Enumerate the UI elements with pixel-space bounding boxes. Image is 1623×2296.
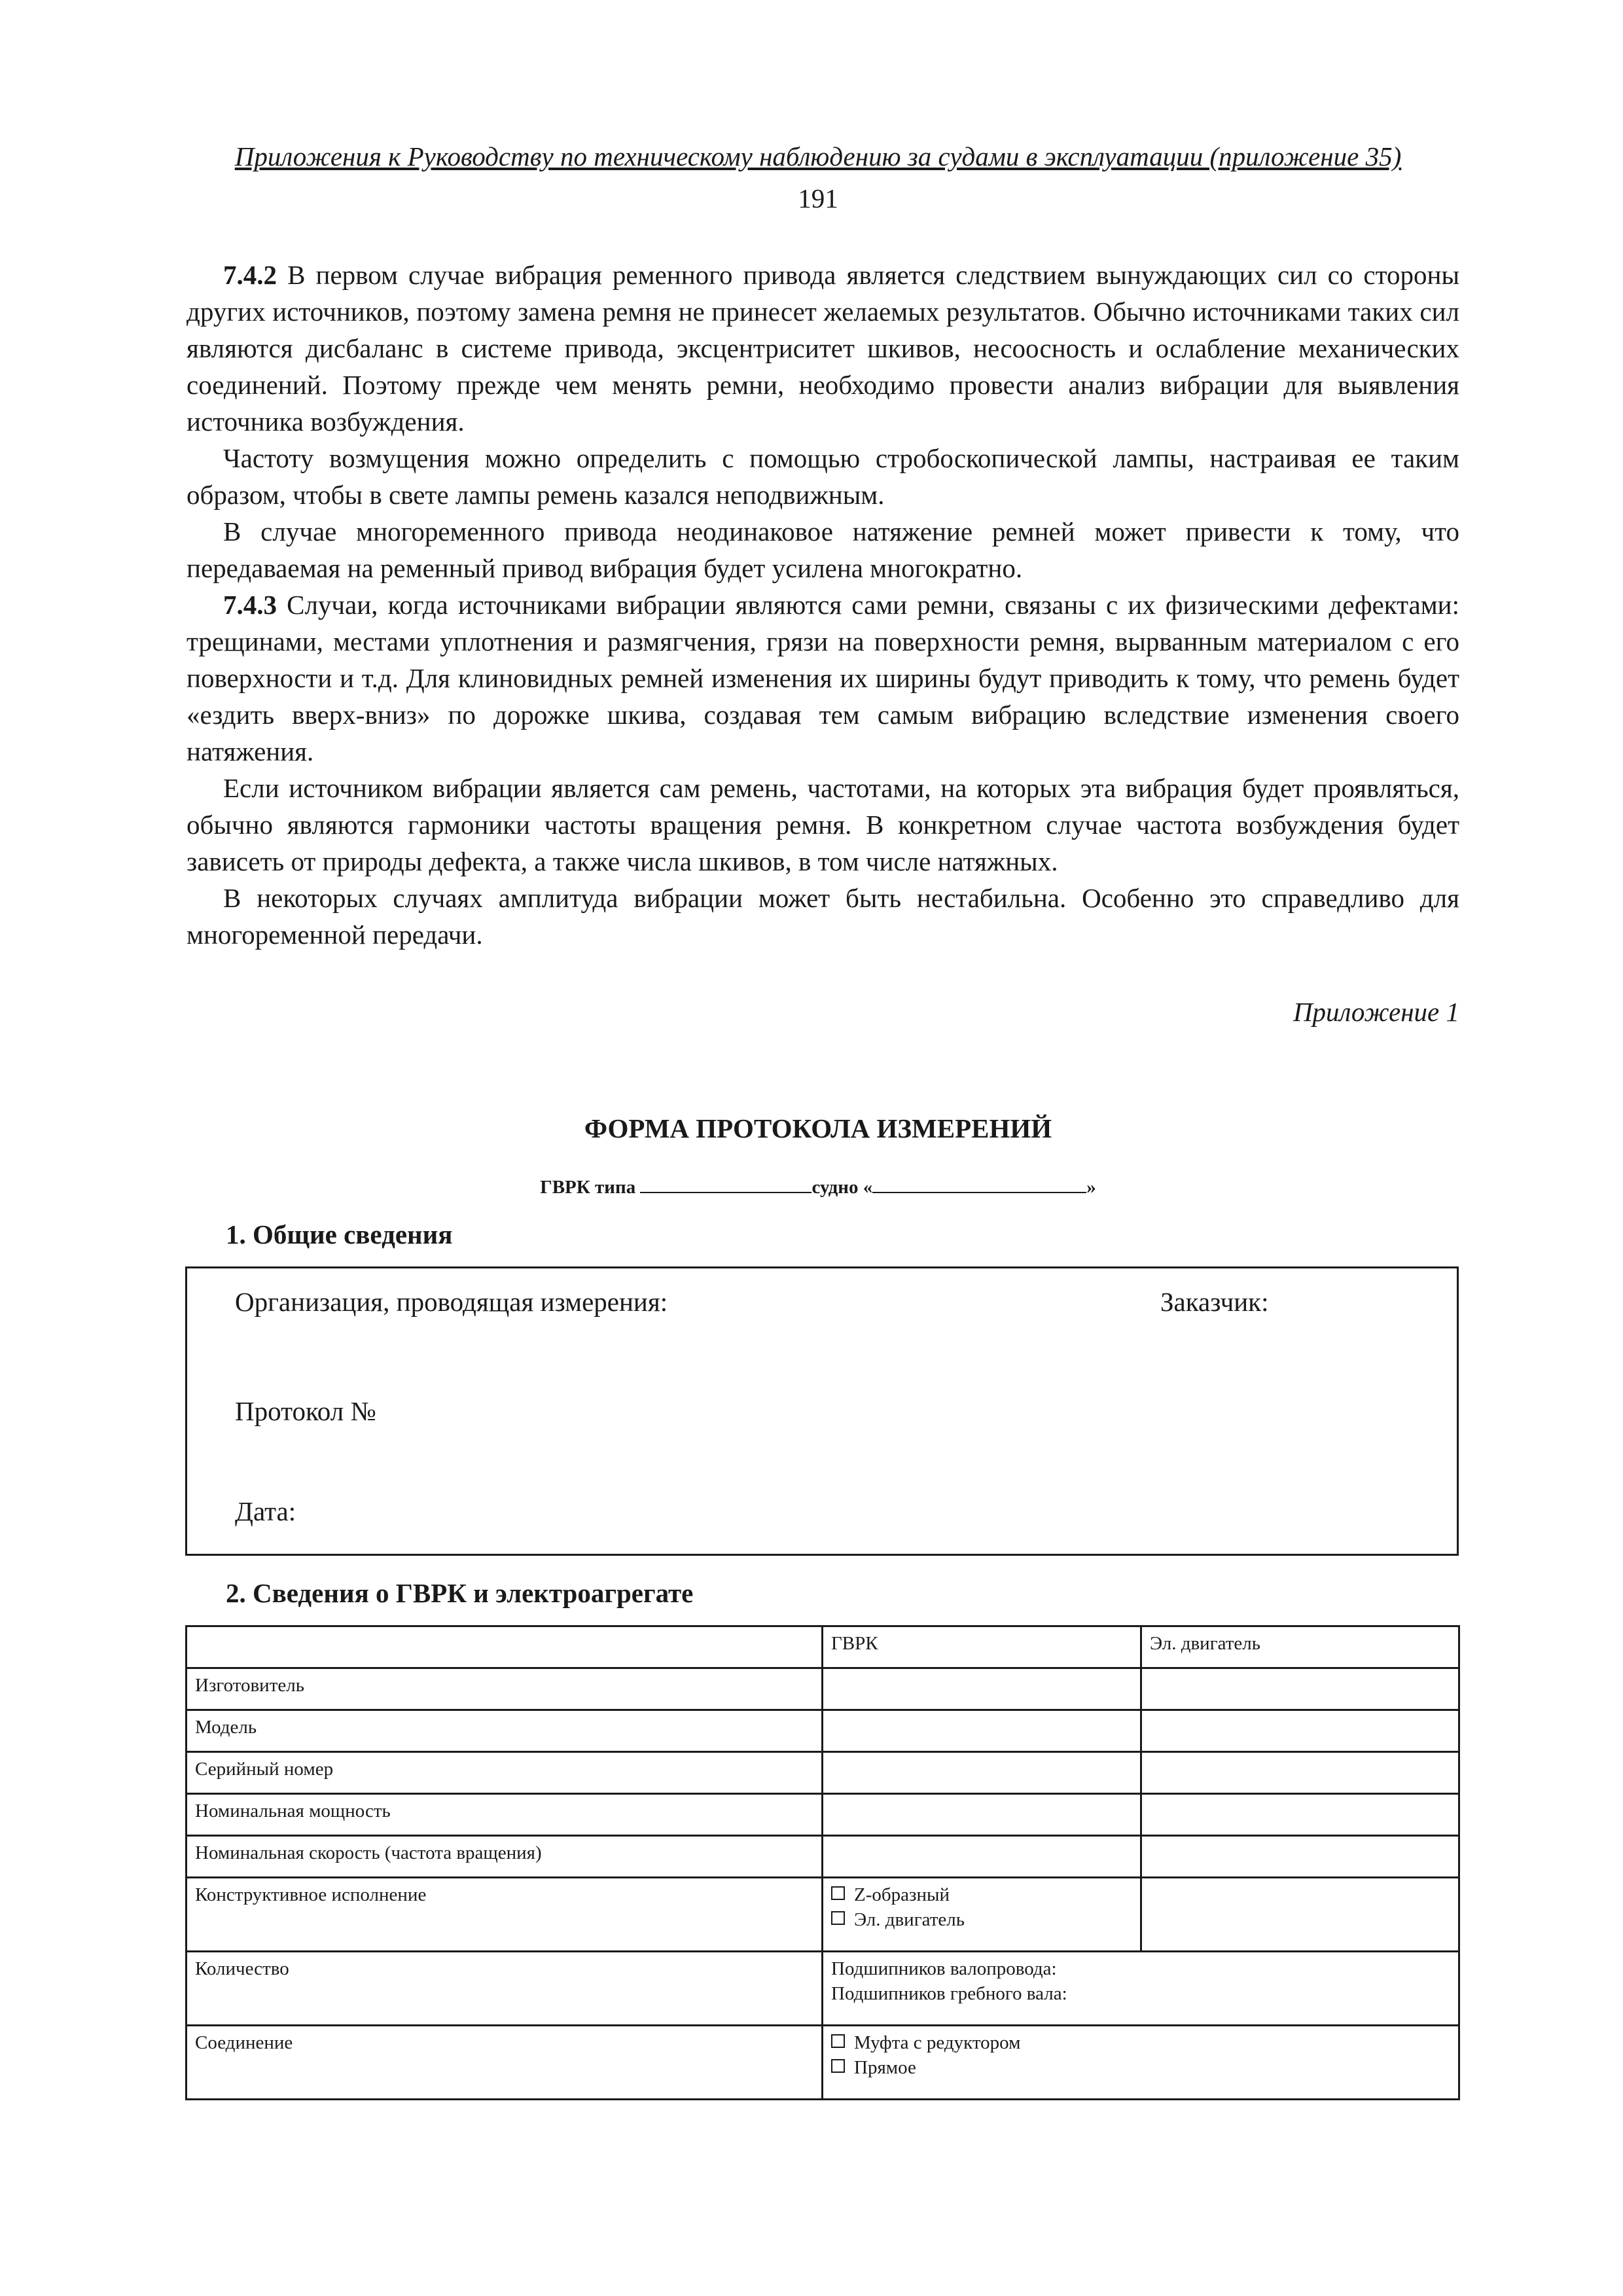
- input-cell[interactable]: [823, 1794, 1141, 1836]
- table-row: [187, 1710, 1459, 1752]
- input-cell[interactable]: [823, 1710, 1141, 1752]
- input-cell[interactable]: [823, 1836, 1141, 1878]
- vessel-label: судно «: [812, 1177, 873, 1198]
- row-label: Конструктивное исполнение: [187, 1878, 823, 1952]
- date-label: Дата:: [235, 1496, 296, 1526]
- checkbox-icon[interactable]: [831, 2059, 845, 2073]
- section-number: 7.4.3: [223, 590, 277, 620]
- page-number: 191: [798, 183, 838, 213]
- option-label: Z-образный: [854, 1884, 950, 1905]
- shaftline-bearings-label: Подшипников валопровода:: [831, 1958, 1057, 1979]
- row-label: Соединение: [187, 2026, 823, 2100]
- appendix-label: Приложение 1: [1293, 997, 1459, 1027]
- paragraph: Если источником вибрации является сам ремень, частотами, на которых эта вибрация будет проявляться, обычно являются гармоники частоты вращения ремня. В конкретном случае частота возбуждения будет зависеть от природы дефекта, а также числа шкивов, в том числе натяжных.: [187, 773, 1459, 876]
- paragraph: В случае многоременного привода неодинаковое натяжение ремней может привести к тому, что передаваемая на ременный привод вибрация будет усилена многократно.: [187, 516, 1459, 583]
- checkbox-icon[interactable]: [831, 1911, 845, 1925]
- table-row: [187, 1836, 1459, 1878]
- option-label: Прямое: [854, 2057, 916, 2078]
- row-label: Номинальная скорость (частота вращения): [187, 1836, 823, 1878]
- org-label: Организация, проводящая измерения:: [235, 1287, 668, 1317]
- checkbox-icon[interactable]: [831, 1886, 845, 1900]
- form-subline: [164, 1174, 1472, 1200]
- row-label: Изготовитель: [187, 1668, 823, 1710]
- paragraph: Частоту возмущения можно определить с помощью стробоскопической лампы, настраивая ее таким образом, чтобы в свете лампы ремень казался неподвижным.: [187, 443, 1459, 510]
- row-label: Количество: [187, 1952, 823, 2026]
- table-row: [187, 1668, 1459, 1710]
- form-title: ФОРМА ПРОТОКОЛА ИЗМЕРЕНИЙ: [584, 1113, 1052, 1143]
- row-label: Серийный номер: [187, 1752, 823, 1794]
- paragraph-7-4-3: [187, 586, 1459, 770]
- input-cell[interactable]: [1141, 1668, 1459, 1710]
- vessel-close: »: [1086, 1177, 1096, 1198]
- option-coupling-gearbox[interactable]: [831, 2030, 1450, 2055]
- type-label: ГВРК типа: [540, 1177, 641, 1198]
- running-header: Приложения к Руководству по техническому наблюдению за судами в эксплуатации (приложение 35): [234, 141, 1402, 171]
- header-cell-gvrk: ГВРК: [823, 1626, 1141, 1668]
- customer-label: Заказчик:: [1160, 1287, 1269, 1317]
- row-label: Модель: [187, 1710, 823, 1752]
- header-cell-motor: Эл. двигатель: [1141, 1626, 1459, 1668]
- header-cell: [187, 1626, 823, 1668]
- input-cell[interactable]: [1141, 1878, 1459, 1952]
- input-cell[interactable]: [1141, 1710, 1459, 1752]
- type-field[interactable]: [640, 1174, 812, 1193]
- paragraph-text: В первом случае вибрация ременного привода является следствием вынуждающих сил со стороны других источников, поэтому замена ремня не принесет желаемых результатов. Обычно источниками таких сил являются дисбаланс в системе привода, эксцентриситет шкивов, несоосность и ослабление механических соединений. Поэтому прежде чем менять ремни, необходимо провести анализ вибрации для выявления источника возбуждения.: [187, 260, 1459, 437]
- input-cell[interactable]: [1141, 1752, 1459, 1794]
- row-label: Номинальная мощность: [187, 1794, 823, 1836]
- input-cell[interactable]: [823, 1752, 1141, 1794]
- table-row: [187, 1794, 1459, 1836]
- design-options-cell: [823, 1878, 1141, 1952]
- input-cell[interactable]: [1141, 1836, 1459, 1878]
- equipment-table: [185, 1625, 1460, 2100]
- table-row-connection: [187, 2026, 1459, 2100]
- table-row: [187, 1752, 1459, 1794]
- connection-options-cell: [823, 2026, 1459, 2100]
- table-row-design: [187, 1878, 1459, 1952]
- quantity-cell[interactable]: [823, 1952, 1459, 2026]
- option-direct[interactable]: [831, 2055, 1450, 2080]
- table-header-row: [187, 1626, 1459, 1668]
- protocol-label: Протокол №: [235, 1396, 376, 1426]
- propeller-shaft-bearings-label: Подшипников гребного вала:: [831, 1983, 1067, 2004]
- paragraph-7-4-2: [187, 257, 1459, 440]
- input-cell[interactable]: [1141, 1794, 1459, 1836]
- input-cell[interactable]: [823, 1668, 1141, 1710]
- section-number: 7.4.2: [223, 260, 277, 290]
- body-text: [187, 257, 1459, 953]
- section-general-title: 1. Общие сведения: [226, 1219, 453, 1249]
- checkbox-icon[interactable]: [831, 2034, 845, 2048]
- paragraph-text: Случаи, когда источниками вибрации являются сами ремни, связаны с их физическими дефектами: трещинами, местами уплотнения и размягчения, грязи на поверхности ремня, вырванным материалом с его поверхности и т.д. Для клиновидных ремней изменения их ширины будут приводить к тому, что ремень будет «ездить вверх-вниз» по дорожке шкива, создавая тем самым вибрацию вследствие изменения своего натяжения.: [187, 590, 1459, 766]
- general-info-box: [185, 1266, 1459, 1556]
- paragraph: В некоторых случаях амплитуда вибрации может быть нестабильна. Особенно это справедливо для многоременной передачи.: [187, 883, 1459, 950]
- option-z-shaped[interactable]: [831, 1882, 1132, 1907]
- option-label: Эл. двигатель: [854, 1909, 965, 1930]
- vessel-field[interactable]: [872, 1174, 1086, 1193]
- option-electric-motor[interactable]: [831, 1907, 1132, 1932]
- table-row-quantity: [187, 1952, 1459, 2026]
- section-equipment-title: 2. Сведения о ГВРК и электроагрегате: [226, 1578, 694, 1608]
- option-label: Муфта с редуктором: [854, 2032, 1021, 2053]
